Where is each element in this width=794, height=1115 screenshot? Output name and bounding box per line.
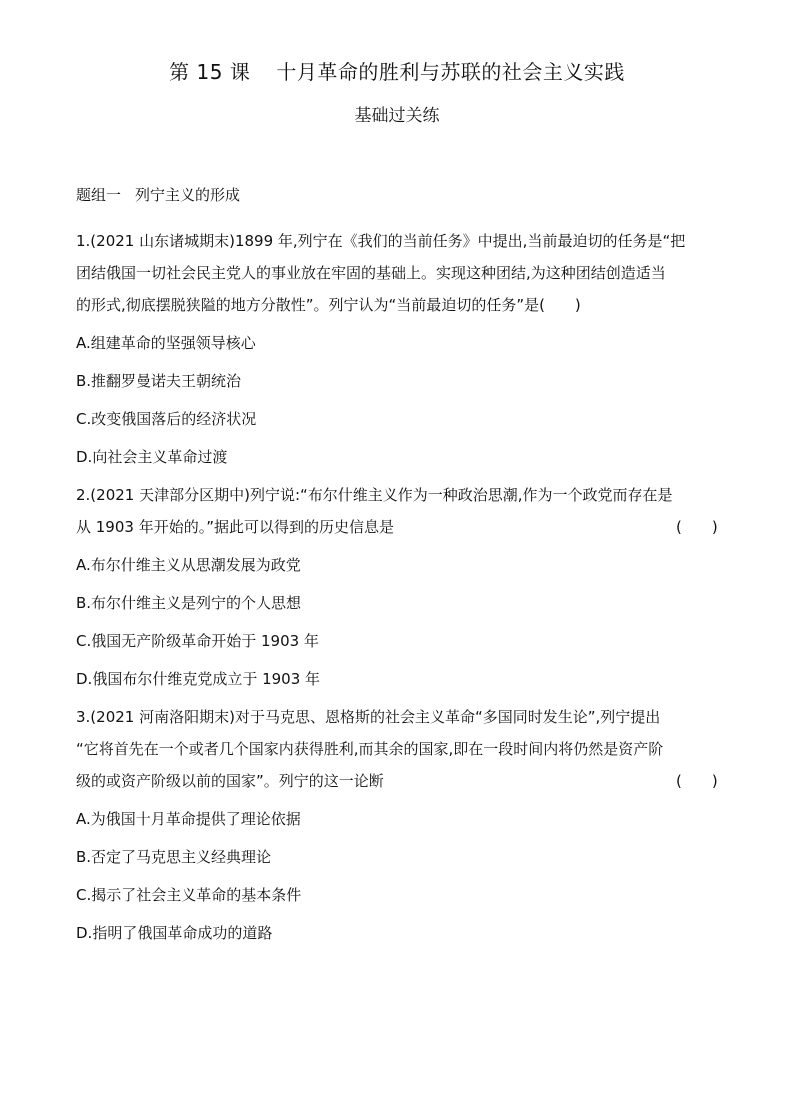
question-stem-line xyxy=(76,769,720,793)
option-d: D.向社会主义革命过渡 xyxy=(76,448,228,466)
option-b: B.否定了马克思主义经典理论 xyxy=(76,848,272,866)
lesson-title: 十月革命的胜利与苏联的社会主义实践 xyxy=(276,60,625,84)
question-stem-line: 3.(2021 河南洛阳期末)对于马克思、恩格斯的社会主义革命“多国同时发生论”,列宁提出 xyxy=(76,708,661,726)
question-group-title xyxy=(76,183,720,207)
question-stem-line xyxy=(76,515,720,539)
question-stem-text: 从 1903 年开始的。”据此可以得到的历史信息是 xyxy=(76,518,394,536)
question-1 xyxy=(76,229,720,469)
option-c: C.俄国无产阶级革命开始于 1903 年 xyxy=(76,632,319,650)
lesson-number: 第 15 课 xyxy=(169,60,251,84)
option-b: B.推翻罗曼诺夫王朝统治 xyxy=(76,372,242,390)
option-a: A.为俄国十月革命提供了理论依据 xyxy=(76,810,301,828)
question-stem-line: 的形式,彻底摆脱狭隘的地方分散性”。列宁认为“当前最迫切的任务”是( ) xyxy=(76,296,581,314)
page-title xyxy=(0,58,794,86)
option-a: A.组建革命的坚强领导核心 xyxy=(76,334,256,352)
option-b: B.布尔什维主义是列宁的个人思想 xyxy=(76,594,302,612)
question-stem-line: 团结俄国一切社会民主党人的事业放在牢固的基础上。实现这种团结,为这种团结创造适当 xyxy=(76,264,666,282)
group-name: 列宁主义的形成 xyxy=(135,186,241,204)
question-stem-line: 1.(2021 山东诸城期末)1899 年,列宁在《我们的当前任务》中提出,当前最迫切的任务是“把 xyxy=(76,232,686,250)
option-c: C.揭示了社会主义革命的基本条件 xyxy=(76,886,302,904)
question-2 xyxy=(76,483,720,691)
answer-blank: ( ) xyxy=(676,772,718,790)
group-label: 题组一 xyxy=(76,186,122,204)
section-subtitle: 基础过关练 xyxy=(354,106,440,126)
option-c: C.改变俄国落后的经济状况 xyxy=(76,410,257,428)
exercise-content xyxy=(76,183,720,959)
answer-options xyxy=(76,331,720,469)
answer-options xyxy=(76,553,720,691)
option-d: D.指明了俄国革命成功的道路 xyxy=(76,924,273,942)
question-stem-line: “它将首先在一个或者几个国家内获得胜利,而其余的国家,即在一段时间内将仍然是资产阶 xyxy=(76,740,664,758)
question-stem-text: 级的或资产阶级以前的国家”。列宁的这一论断 xyxy=(76,772,384,790)
answer-blank: ( ) xyxy=(676,518,718,536)
question-3 xyxy=(76,705,720,945)
option-a: A.布尔什维主义从思潮发展为政党 xyxy=(76,556,301,574)
option-d: D.俄国布尔什维克党成立于 1903 年 xyxy=(76,670,321,688)
answer-options xyxy=(76,807,720,945)
question-stem-line: 2.(2021 天津部分区期中)列宁说:“布尔什维主义作为一种政治思潮,作为一个政党而存在是 xyxy=(76,486,673,504)
